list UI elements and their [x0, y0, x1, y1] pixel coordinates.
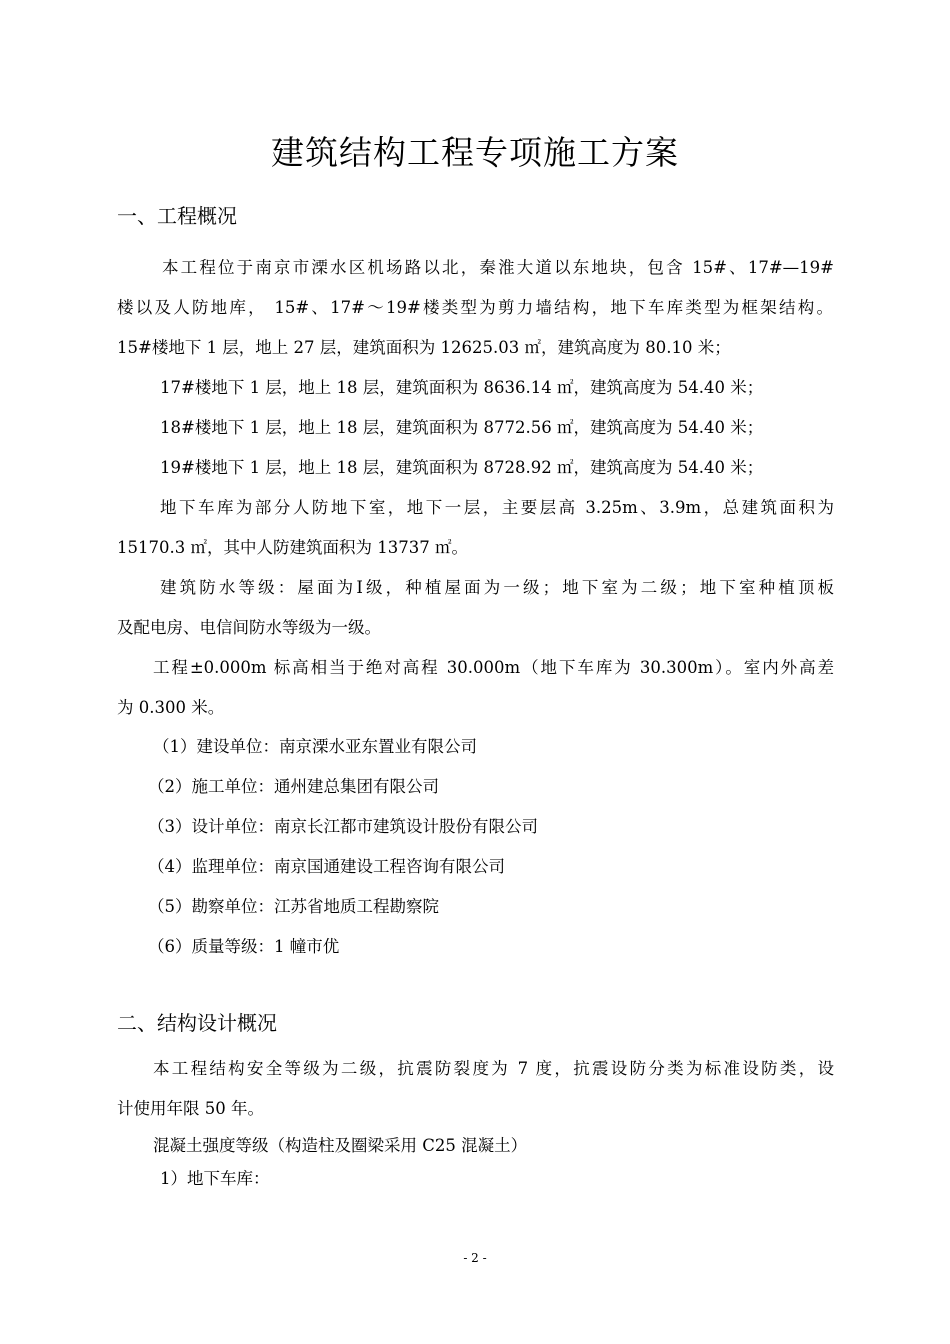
- section-heading-structure-design: 二、结构设计概况: [117, 1011, 277, 1035]
- unit-item-construction-owner: （1）建设单位：南京溧水亚东置业有限公司: [153, 737, 477, 756]
- unit-item-supervisor: （4）监理单位：南京国通建设工程咨询有限公司: [148, 857, 505, 876]
- section-heading-project-overview: 一、工程概况: [117, 204, 237, 228]
- unit-item-survey: （5）勘察单位：江苏省地质工程勘察院: [148, 897, 439, 916]
- concrete-grade-line: 混凝土强度等级（构造柱及圈梁采用 C25 混凝土）: [153, 1136, 528, 1155]
- building-15-info: 15#楼地下 1 层，地上 27 层，建筑面积为 12625.03 ㎡，建筑高度为 80.10 米；: [117, 338, 731, 357]
- document-title: 建筑结构工程专项施工方案: [271, 133, 679, 172]
- elevation-paragraph-line-2: 为 0.300 米。: [117, 698, 225, 717]
- waterproof-paragraph-line-1: 建筑防水等级：屋面为Ⅰ级，种植屋面为一级；地下室为二级；地下室种植顶板: [160, 578, 834, 597]
- unit-item-contractor: （2）施工单位：通州建总集团有限公司: [148, 777, 439, 796]
- garage-subheading: 1）地下车库：: [160, 1169, 270, 1188]
- garage-paragraph-line-2: 15170.3 ㎡，其中人防建筑面积为 13737 ㎡。: [117, 538, 468, 557]
- structure-paragraph-line-1: 本工程结构安全等级为二级，抗震防裂度为 7 度，抗震设防分类为标准设防类，设: [153, 1059, 834, 1078]
- building-18-info: 18#楼地下 1 层，地上 18 层，建筑面积为 8772.56 ㎡，建筑高度为 54.40 米；: [160, 418, 764, 437]
- unit-item-designer: （3）设计单位：南京长江都市建筑设计股份有限公司: [148, 817, 538, 836]
- overview-paragraph-line-2: 楼以及人防地库， 15#、17#～19#楼类型为剪力墙结构，地下车库类型为框架结构。: [117, 298, 833, 317]
- structure-paragraph-line-2: 计使用年限 50 年。: [117, 1099, 264, 1118]
- unit-item-quality-grade: （6）质量等级：1 幢市优: [148, 937, 340, 956]
- page-number: - 2 -: [463, 1251, 487, 1265]
- building-19-info: 19#楼地下 1 层，地上 18 层，建筑面积为 8728.92 ㎡，建筑高度为 54.40 米；: [160, 458, 764, 477]
- garage-paragraph-line-1: 地下车库为部分人防地下室，地下一层，主要层高 3.25m、3.9m，总建筑面积为: [160, 498, 834, 517]
- overview-paragraph-line-1: 本工程位于南京市溧水区机场路以北，秦淮大道以东地块，包含 15#、17#—19#: [162, 258, 834, 277]
- waterproof-paragraph-line-2: 及配电房、电信间防水等级为一级。: [117, 618, 381, 637]
- elevation-paragraph-line-1: 工程±0.000m 标高相当于绝对高程 30.000m（地下车库为 30.300m）。室内外高差: [153, 658, 834, 677]
- building-17-info: 17#楼地下 1 层，地上 18 层，建筑面积为 8636.14 ㎡，建筑高度为 54.40 米；: [160, 378, 764, 397]
